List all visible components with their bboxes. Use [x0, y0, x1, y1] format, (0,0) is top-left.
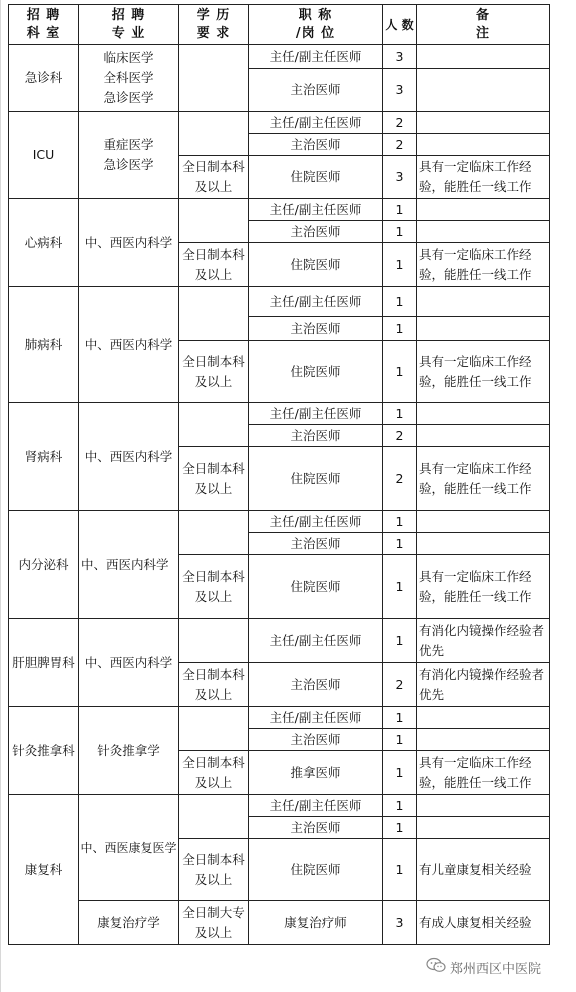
note-cell: [417, 403, 550, 425]
note-cell: 有成人康复相关经验: [417, 901, 550, 945]
note-cell: [417, 729, 550, 751]
edu-cell: 全日制本科 及以上: [179, 341, 249, 403]
title-cell: 主任/副主任医师: [249, 199, 383, 221]
title-cell: 住院医师: [249, 243, 383, 287]
edu-cell: [179, 199, 249, 243]
major-cell: 中、西医内科学: [79, 511, 179, 619]
dept-cell: 肾病科: [9, 403, 79, 511]
count-cell: 1: [383, 707, 417, 729]
note-cell: [417, 221, 550, 243]
table-row: [9, 287, 550, 317]
note-cell: [417, 287, 550, 317]
title-cell: 主任/副主任医师: [249, 112, 383, 134]
note-cell: [417, 45, 550, 69]
table-row: [9, 707, 550, 729]
edu-cell: [179, 403, 249, 447]
table-row: [9, 795, 550, 817]
major-cell: 中、西医内科学: [79, 403, 179, 511]
count-cell: 1: [383, 317, 417, 341]
dept-cell: 心病科: [9, 199, 79, 287]
note-cell: 具有一定临床工作经验，能胜任一线工作: [417, 751, 550, 795]
note-cell: [417, 795, 550, 817]
dept-cell: ICU: [9, 112, 79, 199]
note-cell: [417, 533, 550, 555]
note-cell: 有消化内镜操作经验者优先: [417, 619, 550, 663]
left-border-line: [0, 0, 1, 992]
dept-cell: 康复科: [9, 795, 79, 945]
note-cell: [417, 511, 550, 533]
note-cell: [417, 317, 550, 341]
note-cell: [417, 69, 550, 112]
edu-cell: 全日制本科 及以上: [179, 751, 249, 795]
header-note: 备 注: [417, 5, 550, 45]
table-row: [9, 511, 550, 533]
count-cell: 1: [383, 403, 417, 425]
title-cell: 住院医师: [249, 555, 383, 619]
note-cell: [417, 817, 550, 839]
title-cell: 主治医师: [249, 425, 383, 447]
wechat-icon: [426, 957, 446, 977]
header-row: [9, 5, 550, 45]
title-cell: 主任/副主任医师: [249, 45, 383, 69]
edu-cell: [179, 619, 249, 663]
recruitment-table: [8, 4, 550, 945]
major-cell: 针灸推拿学: [79, 707, 179, 795]
edu-cell: [179, 707, 249, 751]
title-cell: 主任/副主任医师: [249, 511, 383, 533]
edu-cell: 全日制本科 及以上: [179, 447, 249, 511]
title-cell: 主治医师: [249, 729, 383, 751]
count-cell: 2: [383, 447, 417, 511]
count-cell: 3: [383, 45, 417, 69]
title-cell: 主治医师: [249, 69, 383, 112]
count-cell: 3: [383, 69, 417, 112]
watermark: [426, 957, 541, 977]
edu-cell: 全日制本科 及以上: [179, 663, 249, 707]
major-cell: 中、西医内科学: [79, 287, 179, 403]
note-cell: 具有一定临床工作经验，能胜任一线工作: [417, 555, 550, 619]
count-cell: 1: [383, 555, 417, 619]
count-cell: 1: [383, 287, 417, 317]
title-cell: 住院医师: [249, 839, 383, 901]
note-cell: 具有一定临床工作经验，能胜任一线工作: [417, 447, 550, 511]
count-cell: 1: [383, 341, 417, 403]
major-cell: 康复治疗学: [79, 901, 179, 945]
title-cell: 康复治疗师: [249, 901, 383, 945]
count-cell: 1: [383, 751, 417, 795]
edu-cell: [179, 45, 249, 112]
table-row: [9, 403, 550, 425]
note-cell: 具有一定临床工作经验，能胜任一线工作: [417, 156, 550, 199]
note-cell: [417, 425, 550, 447]
dept-cell: 肝胆脾胃科: [9, 619, 79, 707]
title-cell: 主治医师: [249, 533, 383, 555]
major-cell: 中、西医内科学: [79, 619, 179, 707]
note-cell: [417, 707, 550, 729]
table-row: [9, 619, 550, 663]
count-cell: 1: [383, 533, 417, 555]
header-major: 招 聘 专 业: [79, 5, 179, 45]
title-cell: 主治医师: [249, 663, 383, 707]
count-cell: 2: [383, 134, 417, 156]
count-cell: 1: [383, 795, 417, 817]
title-cell: 主治医师: [249, 317, 383, 341]
title-cell: 住院医师: [249, 447, 383, 511]
major-cell: 临床医学 全科医学 急诊医学: [79, 45, 179, 112]
note-cell: 具有一定临床工作经验，能胜任一线工作: [417, 341, 550, 403]
major-cell: 重症医学 急诊医学: [79, 112, 179, 199]
count-cell: 1: [383, 243, 417, 287]
title-cell: 主任/副主任医师: [249, 403, 383, 425]
note-cell: [417, 199, 550, 221]
title-cell: 主治医师: [249, 134, 383, 156]
edu-cell: [179, 112, 249, 156]
title-cell: 住院医师: [249, 156, 383, 199]
note-cell: [417, 112, 550, 134]
note-cell: [417, 134, 550, 156]
count-cell: 2: [383, 112, 417, 134]
dept-cell: 针灸推拿科: [9, 707, 79, 795]
note-cell: 有消化内镜操作经验者优先: [417, 663, 550, 707]
count-cell: 2: [383, 663, 417, 707]
title-cell: 主治医师: [249, 221, 383, 243]
major-cell: 中、西医内科学: [79, 199, 179, 287]
table-row: [9, 199, 550, 221]
count-cell: 1: [383, 511, 417, 533]
count-cell: 1: [383, 817, 417, 839]
header-edu: 学 历 要 求: [179, 5, 249, 45]
edu-cell: 全日制本科 及以上: [179, 156, 249, 199]
note-cell: 具有一定临床工作经验，能胜任一线工作: [417, 243, 550, 287]
dept-cell: 肺病科: [9, 287, 79, 403]
title-cell: 主治医师: [249, 817, 383, 839]
edu-cell: [179, 511, 249, 555]
count-cell: 1: [383, 221, 417, 243]
header-dept: 招 聘 科 室: [9, 5, 79, 45]
title-cell: 主任/副主任医师: [249, 287, 383, 317]
edu-cell: 全日制本科 及以上: [179, 555, 249, 619]
header-title: 职 称 /岗 位: [249, 5, 383, 45]
edu-cell: [179, 795, 249, 839]
count-cell: 3: [383, 156, 417, 199]
table-row: [9, 45, 550, 69]
title-cell: 主任/副主任医师: [249, 795, 383, 817]
title-cell: 主任/副主任医师: [249, 707, 383, 729]
title-cell: 主任/副主任医师: [249, 619, 383, 663]
count-cell: 2: [383, 425, 417, 447]
count-cell: 1: [383, 839, 417, 901]
count-cell: 1: [383, 199, 417, 221]
watermark-text: 郑州西区中医院: [450, 961, 542, 977]
note-cell: 有儿童康复相关经验: [417, 839, 550, 901]
dept-cell: 急诊科: [9, 45, 79, 112]
table-row: [9, 901, 550, 945]
title-cell: 推拿医师: [249, 751, 383, 795]
edu-cell: 全日制本科 及以上: [179, 243, 249, 287]
edu-cell: 全日制大专 及以上: [179, 901, 249, 945]
edu-cell: [179, 287, 249, 341]
dept-cell: 内分泌科: [9, 511, 79, 619]
title-cell: 住院医师: [249, 341, 383, 403]
count-cell: 1: [383, 619, 417, 663]
table-row: [9, 112, 550, 134]
count-cell: 3: [383, 901, 417, 945]
major-cell: 中、西医康复医学: [79, 795, 179, 901]
edu-cell: 全日制本科 及以上: [179, 839, 249, 901]
header-count: 人 数: [383, 5, 417, 45]
count-cell: 1: [383, 729, 417, 751]
